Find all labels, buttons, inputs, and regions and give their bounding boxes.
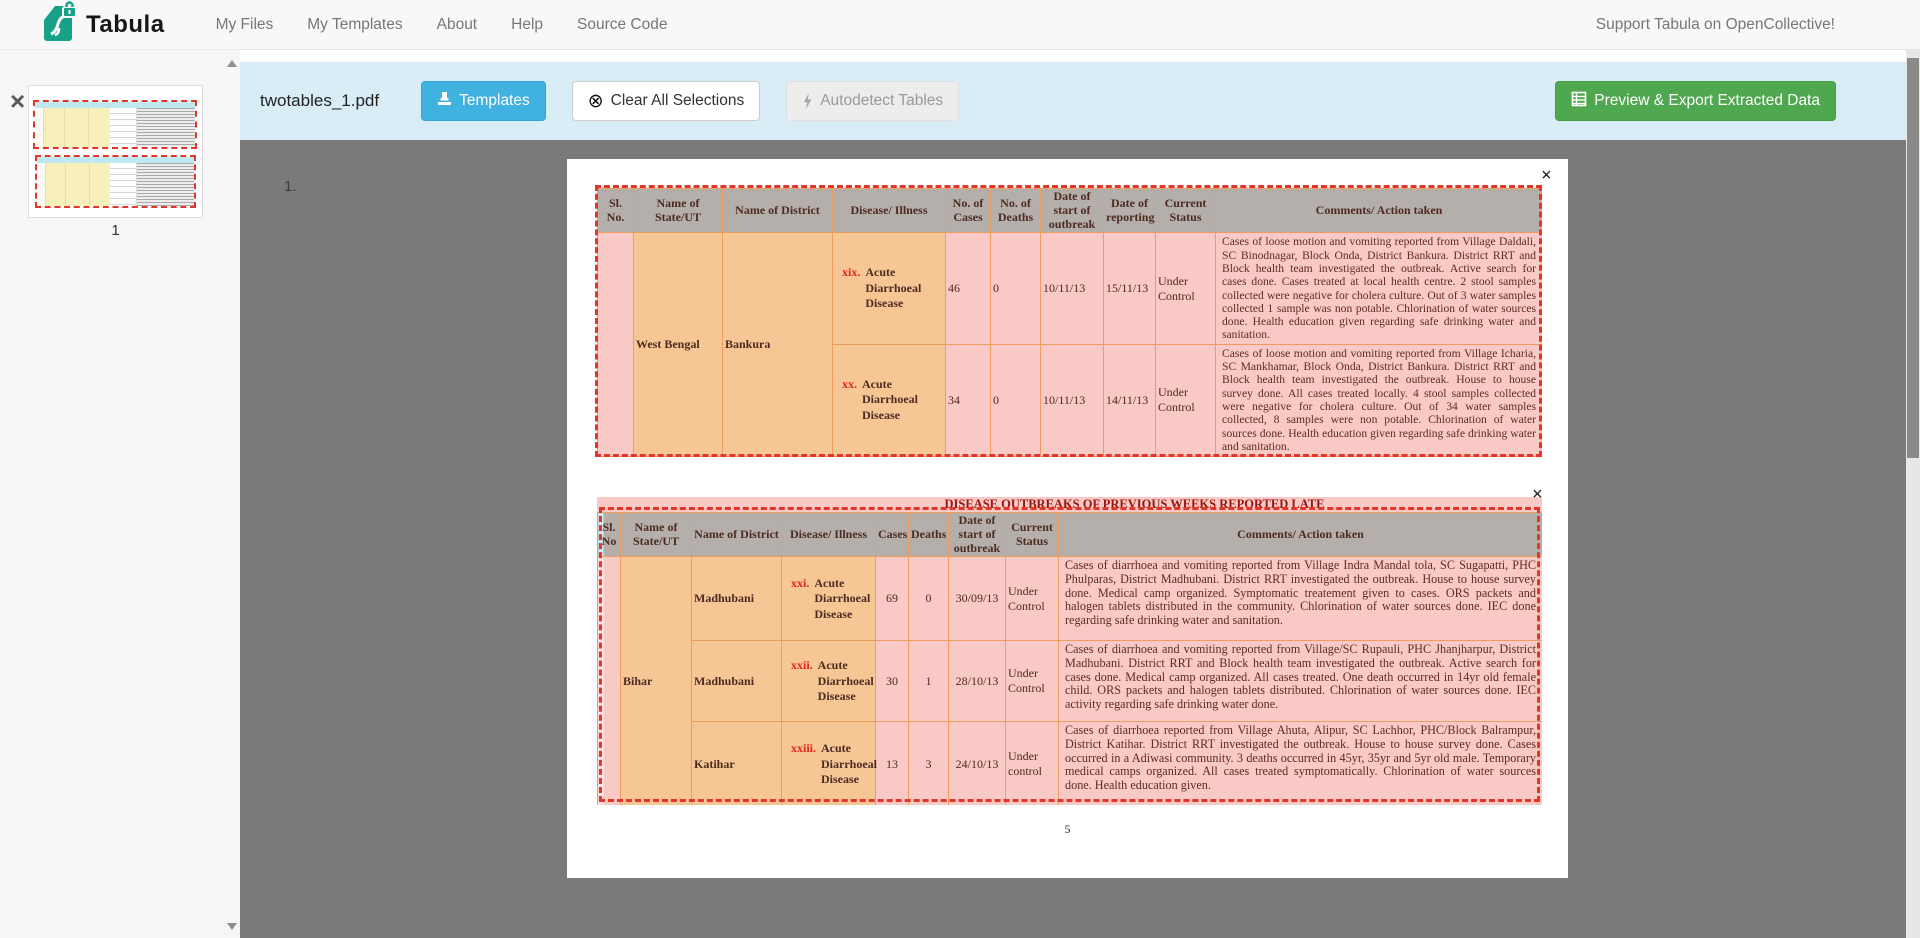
autodetect-tables-button[interactable] — [786, 81, 959, 121]
t1-cell-status-2: Under Control — [1156, 344, 1216, 456]
t2-disease-num-3: xxiii. — [791, 741, 817, 755]
t1-cell-start-1: 10/11/13 — [1041, 233, 1104, 344]
t1-comments-2: Cases of loose motion and vomiting reported from Village Icharia, SC Mankhamar, Block Onda, District Bankura. District RRT and Block health team investigated the outbreak. House to house survey done. All cases treated locally. 4 stool samples collected were negative for cholera culture. Out of 34 water samples collected, 8 samples were non potable. Chlorination of water sources done. Health education given regarding safe drinking water and sanitation. — [1222, 346, 1536, 453]
t2-cell-status-1: Under Control — [1006, 557, 1059, 641]
t1-header-start: Date of start of outbreak — [1041, 189, 1104, 233]
t1-cell-deaths-2: 0 — [991, 344, 1041, 456]
mini-table-body — [35, 108, 195, 147]
t2-header-deaths: Deaths — [909, 513, 949, 557]
t1-disease-name-2: Acute Diarrhoeal Disease — [862, 376, 918, 423]
t2-header-sl: Sl. No — [598, 513, 621, 557]
t1-cell-reported-1: 15/11/13 — [1104, 233, 1156, 344]
clear-all-selections-button[interactable] — [572, 81, 760, 121]
t1-header-district: Name of District — [723, 189, 833, 233]
mini-table-body — [37, 163, 194, 206]
t1-comments-1: Cases of loose motion and vomiting reported from Village Daldali, SC Binodnagar, Block Onda, District Bankura. District RRT and Block health team investigated the outbreak. Active search for cases done. Cases treated at local health centre. 2 stool samples collected were negative for cholera culture. Out of 3 water samples collected 1 sample was non potable. Chlorination of water sources done. Health education given regarding safe drinking water and sanitation. — [1222, 235, 1536, 342]
t2-cell-cases-2: 30 — [876, 641, 909, 722]
nav-item-about[interactable]: About — [436, 15, 478, 33]
tabula-logo-icon — [40, 1, 78, 48]
t2-cell-district-3: Katihar — [692, 722, 782, 805]
mini-col — [65, 163, 89, 206]
t2-cell-deaths-1: 0 — [909, 557, 949, 641]
t1-header-disease: Disease/ Illness — [833, 189, 946, 233]
circle-x-icon: ⊗ — [587, 89, 604, 112]
mini-col — [109, 163, 136, 206]
mini-col — [37, 163, 45, 206]
t1-cell-start-2: 10/11/13 — [1041, 344, 1104, 456]
t1-cell-deaths-1: 0 — [991, 233, 1041, 344]
t1-header-state: Name of State/UT — [634, 189, 723, 233]
t1-header-reporting: Date of reporting — [1104, 189, 1156, 233]
nav-item-source-code[interactable]: Source Code — [577, 15, 668, 33]
nav-item-my-files[interactable]: My Files — [215, 15, 274, 33]
t2-cell-deaths-3: 3 — [909, 722, 949, 805]
t2-header-start: Date of start of outbreak — [949, 513, 1006, 557]
toolbar-zone — [240, 50, 1906, 140]
t2-header-disease: Disease/ Illness — [782, 513, 876, 557]
page-index-label: 1. — [284, 178, 297, 195]
tabula-brand[interactable] — [40, 1, 165, 48]
t2-header-status: Current Status — [1006, 513, 1059, 557]
nav-item-help[interactable]: Help — [511, 15, 544, 33]
t2-comments-3: Cases of diarrhoea reported from Village Ahuta, Alipur, SC Lachhor, PHC/Block Balrampur, District Katihar. District RRT investigated the outbreak. House to house survey done. Cases occurred in a Adiwasi community. 3 deaths occurred in 45yr, 35yr and 5yr old male. Temporary medical camps organized. All cases treated symptomatically. Chlorination of water sources done. Health education given. — [1065, 723, 1536, 792]
remove-page-button[interactable]: × — [10, 86, 26, 116]
selection-2-close-icon[interactable]: × — [1532, 484, 1543, 505]
top-navbar — [0, 0, 1920, 50]
t2-disease-name-1: Acute Diarrhoeal Disease — [814, 575, 871, 621]
templates-icon — [437, 91, 452, 111]
t2-cell-district-2: Madhubani — [692, 641, 782, 722]
t2-cell-start-2: 28/10/13 — [949, 641, 1006, 722]
t1-disease-num-2: xx. — [842, 376, 857, 391]
t2-header-state: Name of State/UT — [621, 513, 692, 557]
t2-title: DISEASE OUTBREAKS OF PREVIOUS WEEKS REPORTED LATE — [597, 497, 1542, 512]
scroll-down-icon[interactable] — [227, 923, 237, 930]
templates-button[interactable] — [421, 81, 546, 121]
nav-item-my-templates[interactable]: My Templates — [307, 15, 403, 33]
mini-col — [88, 108, 109, 147]
t1-header-cases: No. of Cases — [946, 189, 991, 233]
table-selection-2[interactable] — [599, 507, 1540, 802]
t1-header-comments: Comments/ Action taken — [1216, 189, 1543, 233]
t2-cell-district-1: Madhubani — [692, 557, 782, 641]
scrollbar-thumb[interactable] — [1907, 58, 1919, 458]
t2-comments-2: Cases of diarrhoea and vomiting reported from Village/SC Rupauli, PHC Jhanjharpur, District Madhubani. District RRT and Block health team investigated the outbreak. Active search for cases done. Medical camp organized. All cases treated. One death occurred in 14yr old female child. ORS packets and halogen tablets distributed. Chlorination of water sources done. IEC activity regarding safe drinking water done. — [1065, 642, 1536, 711]
t2-disease-num-2: xxii. — [791, 658, 813, 672]
t1-cell-state: West Bengal — [634, 233, 723, 456]
mini-col — [136, 108, 195, 147]
table-selection-1[interactable] — [595, 185, 1542, 457]
pdf-viewer-area — [240, 140, 1920, 938]
export-button-label: Preview & Export Extracted Data — [1594, 92, 1820, 109]
clear-button-label: Clear All Selections — [610, 92, 745, 109]
t1-disease-name-1: Acute Diarrhoeal Disease — [865, 265, 922, 311]
t1-cell-reported-2: 14/11/13 — [1104, 344, 1156, 456]
t2-disease-name-3: Acute Diarrhoeal Disease — [821, 741, 878, 787]
t2-cell-status-2: Under Control — [1006, 641, 1059, 722]
main-scrollbar[interactable] — [1906, 50, 1920, 938]
t2-cell-cases-3: 13 — [876, 722, 909, 805]
t2-disease-num-1: xxi. — [791, 575, 810, 590]
t1-cell-cases-2: 34 — [946, 344, 991, 456]
mini-col — [35, 108, 43, 147]
autodetect-button-label: Autodetect Tables — [820, 92, 944, 109]
preview-export-button[interactable] — [1555, 81, 1836, 121]
t1-header-deaths: No. of Deaths — [991, 189, 1041, 233]
t1-cell-status-1: Under Control — [1156, 233, 1216, 344]
t2-header-district: Name of District — [692, 513, 782, 557]
mini-col — [136, 163, 194, 206]
mini-col — [109, 108, 136, 147]
t2-cell-start-3: 24/10/13 — [949, 722, 1006, 805]
t1-header-status: Current Status — [1156, 189, 1216, 233]
t2-cell-deaths-2: 1 — [909, 641, 949, 722]
table-list-icon — [1571, 91, 1587, 112]
thumbnail-selection-2[interactable] — [35, 155, 196, 208]
t2-header-comments: Comments/ Action taken — [1059, 513, 1543, 557]
scroll-up-icon[interactable] — [227, 60, 237, 67]
t2-cell-start-1: 30/09/13 — [949, 557, 1006, 641]
t2-disease-name-2: Acute Diarrhoeal Disease — [817, 658, 874, 704]
mini-col — [89, 163, 109, 206]
t2-comments-1: Cases of diarrhoea and vomiting reported from Village Indra Mandal tola, SC Sugapatti, PHC Phulparas, District Madhubani. District RRT investigated the outbreak. House to house survey done. Medical camp organized. Symptomatic treatement given to cases. ORS packets and halogen tablets distributed in the community. Chlorination of water sources done. IEC done regarding safe drinking water and sanitation. — [1065, 558, 1536, 627]
pdf-page[interactable] — [567, 159, 1568, 878]
sidebar-scrollbar[interactable] — [224, 50, 238, 938]
mini-col — [43, 108, 64, 147]
t1-cell-cases-1: 46 — [946, 233, 991, 344]
t1-disease-num-1: xix. — [842, 265, 861, 280]
mini-col — [45, 163, 65, 206]
mini-col — [64, 108, 88, 147]
templates-button-label: Templates — [459, 92, 530, 109]
brand-name: Tabula — [86, 10, 165, 38]
nav-menu — [199, 2, 685, 48]
t2-cell-cases-1: 69 — [876, 557, 909, 641]
toolbar — [240, 62, 1906, 140]
t2-header-cases: Cases — [876, 513, 909, 557]
thumbnail-page-number: 1 — [111, 222, 120, 239]
thumbnail-selection-1[interactable] — [33, 100, 197, 149]
selection-1-close-icon[interactable]: × — [1541, 165, 1552, 186]
t2-cell-state: Bihar — [621, 557, 692, 805]
pdf-page-number: 5 — [1064, 822, 1071, 836]
support-opencollective-link[interactable]: Support Tabula on OpenCollective! — [1595, 15, 1835, 33]
lightning-icon — [802, 93, 813, 109]
page-1-thumbnail[interactable] — [28, 85, 203, 218]
filename-label: twotables_1.pdf — [260, 91, 380, 110]
t1-header-sl: Sl. No. — [598, 189, 634, 233]
t1-cell-district: Bankura — [723, 233, 833, 456]
page-thumbnails-sidebar — [0, 50, 240, 938]
t2-cell-status-3: Under control — [1006, 722, 1059, 805]
